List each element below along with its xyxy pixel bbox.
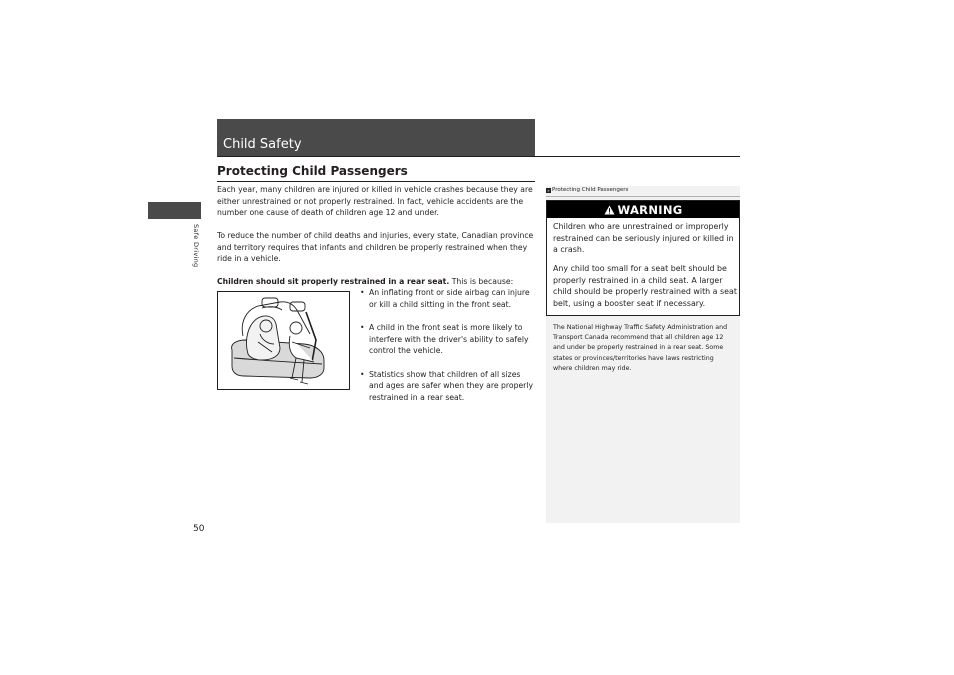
heading-divider <box>217 181 535 182</box>
section-divider <box>217 156 740 157</box>
page-heading: Protecting Child Passengers <box>217 164 408 178</box>
lead-sentence <box>217 276 535 288</box>
lead-bold: Children should sit properly restrained in a rear seat. <box>217 277 450 286</box>
list-item <box>360 369 536 404</box>
list-item <box>360 322 536 357</box>
reference-divider <box>546 196 740 197</box>
bullet-glyph: • <box>360 288 365 297</box>
warning-text-2: Any child too small for a seat belt should be properly restrained in a child seat. A larger child should be properly restrained with a seat belt, using a booster seat if necessary. <box>553 264 737 308</box>
bullet-glyph: • <box>360 322 365 332</box>
sidebar-note: The National Highway Traffic Safety Administration and Transport Canada recommend that all children age 12 and under be properly restrained in a rear seat. Some states or provinces/territories have laws restricting where children may ride. <box>553 324 728 372</box>
chapter-tab <box>148 202 201 219</box>
intro-paragraph: Each year, many children are injured or killed in vehicle crashes because they are either unrestrained or not properly restrained. In fact, vehicle accidents are the number one cause of death of children age 12 and under. <box>217 185 533 218</box>
warning-text-1: Children who are unrestrained or improperly restrained can be seriously injured or killed in a crash. <box>553 222 734 255</box>
list-item-text: Statistics show that children of all sizes and ages are safer when they are properly restrained in a rear seat. <box>369 369 534 402</box>
sidebar-reference-title: Protecting Child Passengers <box>552 187 629 193</box>
list-item-text: A child in the front seat is more likely to interfere with the driver's ability to safely control the vehicle. <box>369 322 529 356</box>
reasons-list <box>360 287 536 415</box>
section-title: Child Safety <box>223 137 302 152</box>
chapter-label: Safe Driving <box>192 224 200 268</box>
lead-rest: This is because: <box>449 277 514 286</box>
list-item-text: An inflating front or side airbag can injure or kill a child sitting in the front seat. <box>369 288 530 309</box>
warning-box <box>546 200 740 316</box>
requirement-paragraph: To reduce the number of child deaths and injuries, every state, Canadian province and territory requires that infants and children be properly restrained when they ride in a vehicle. <box>217 231 534 264</box>
warning-header <box>547 201 739 218</box>
list-item <box>360 287 536 310</box>
warning-title: WARNING <box>617 202 683 217</box>
bullet-glyph: • <box>360 369 365 379</box>
warning-triangle-icon <box>604 205 615 215</box>
rear-seat-illustration <box>217 291 350 390</box>
reference-arrow-icon: » <box>547 188 550 193</box>
sidebar-reference[interactable] <box>546 186 628 195</box>
page-number: 50 <box>193 524 205 534</box>
